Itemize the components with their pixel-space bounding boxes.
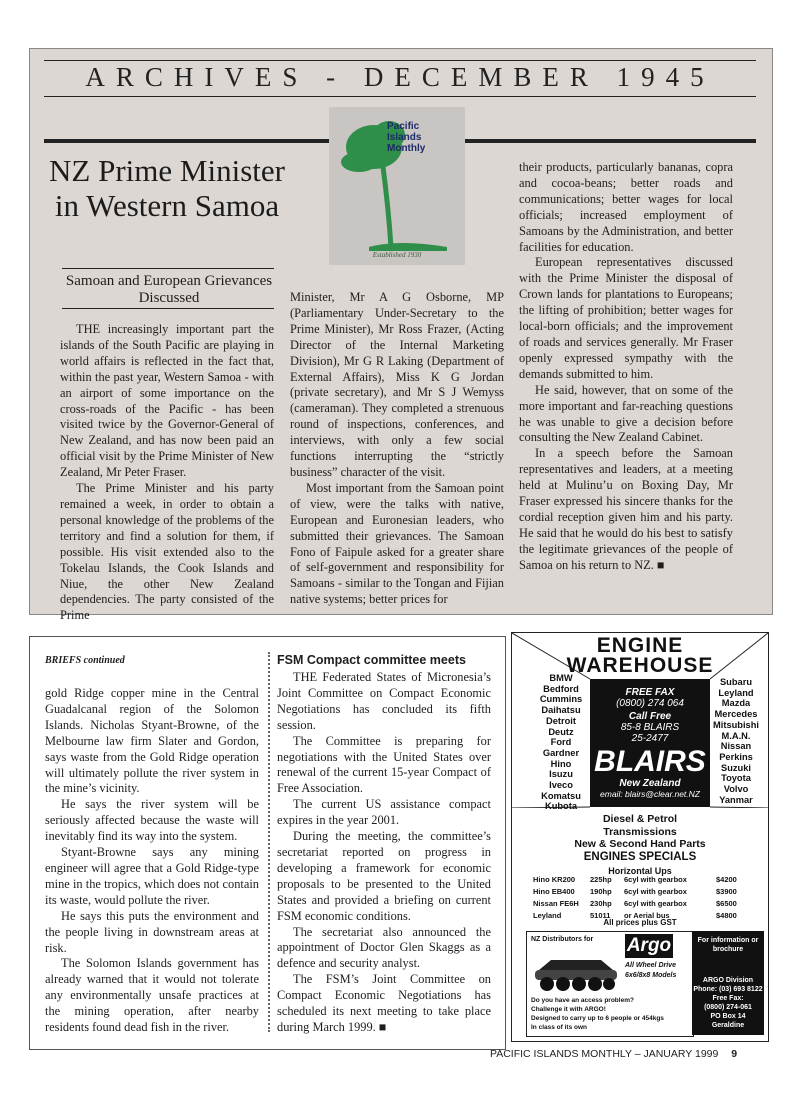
headline-rule-left [44,139,329,143]
paragraph: The Prime Minister and his party remained a week, in order to obtain a personal knowledge of the problems of the territory and find a solution for them, if possible. His visit extended also to the Tokelau Islands, the Cook Islands and Niue, the other New Zealand dependencies. The party consisted of the Prime [60,481,274,623]
brand-item: Cummins [539,694,583,705]
table-row [532,898,738,910]
table-cell: $4800 [716,911,737,920]
table-cell: $4200 [716,875,737,884]
paragraph: gold Ridge copper mine in the Central Guadalcanal region of the Solomon Islands. Nicholas Styant-Browne, of the Melbourne law firm Slater and Gordon, says waste from the Gold Ridge operation will ultimately pollute the river system in the mine’s vicinity. [45,686,259,796]
country-label: New Zealand [619,778,681,789]
brand-item: Yanmar [719,794,753,805]
logo-established: Established 1930 [372,251,422,259]
brand-item: Hino [550,758,572,769]
subhead-top-rule [62,268,274,269]
headline-rule-right [465,139,756,143]
briefs-label: BRIEFS continued [45,655,125,666]
table-cell: 230hp [590,899,612,908]
fax-number: (0800) 274 064 [616,698,684,709]
table-cell: 6cyl with gearbox [624,899,687,908]
column-divider [268,652,270,1032]
fax-number-argo: (0800) 274-061 [704,1004,752,1011]
pobox-text: PO Box 14 [710,1013,746,1020]
table-row [532,886,738,898]
ad-title-engine: ENGINE [596,634,684,657]
argo-contact-box [692,931,764,1035]
argo-vehicle-icon [531,950,621,994]
access-line: In class of its own [531,1024,587,1031]
specials-table [532,874,738,922]
table-cell: $3900 [716,887,737,896]
free-fax-label: FREE FAX [625,687,675,698]
brand-item: Gardner [542,747,580,758]
all-wheel-drive: All Wheel Drive [625,962,676,969]
archive-subhead: Samoan and European Grievances Discussed [65,273,273,306]
paragraph: The Committee is preparing for negotiations with the United States over renewal of the current 15-year Compact of Free Association. [277,733,491,796]
paragraph: He says the river system will be seriously affected because the waste will inevitably find its way into the system. [45,797,259,844]
brands-left-list [534,673,588,812]
blairs-contact-box [590,679,710,807]
fax-label: Free Fax: [712,995,744,1002]
paragraph: In a speech before the Samoan representatives and leaders, at a meeting held at Mulinu’u on Boxing Day, Mr Fraser expressed his sincere thanks for the cordial reception given him and his party. He said that he would do his best to satisfy the legitimate grievances of the people of Samoa on his return to NZ. ■ [519,446,733,572]
brands-right-list [708,677,764,805]
brand-item: Kubota [544,801,578,812]
paragraph: The FSM’s Joint Committee on Compact Economic Negotiations has scheduled its next meeting to take place during March 1999. ■ [277,972,491,1034]
specials-title: ENGINES SPECIALS [583,850,697,863]
paragraph: He said, however, that on some of the more important and far-reaching questions he was unable to give a decision before consulting the New Zealand Cabinet. [519,382,733,445]
briefs-column [45,686,259,1036]
paragraph: He says this puts the environment and the people living in downstream areas at risk. [45,908,259,955]
email-text: email: blairs@clear.net.NZ [600,789,700,799]
nz-distributors: NZ Distributors for [531,936,594,943]
table-cell: $6500 [716,899,737,908]
subhead-bottom-rule [62,308,274,309]
info-text: For information or brochure [697,937,759,953]
paragraph: The secretariat also announced the appointment of Doctor Glen Skaggs as a defence and security analyst. [277,924,491,971]
brand-item: Nissan [720,741,752,752]
brand-item: Perkins [719,751,753,762]
brand-item: Iveco [549,780,573,791]
fsm-headline: FSM Compact committee meets [277,653,466,667]
table-cell: Nissan FE6H [533,899,579,908]
table-row [532,874,738,886]
paragraph: During the meeting, the committee’s secretariat reported on progress in developing a framework for economic proposals to be presented to the United States and provided a briefing on current FSM economic conditions. [277,829,491,923]
table-cell: 225hp [590,875,612,884]
brand-item: BMW [549,673,573,683]
brand-item: Ford [550,737,572,748]
pacific-islands-monthly-logo [329,107,465,265]
brand-item: M.A.N. [721,730,751,741]
brand-item: Suzuki [721,762,751,773]
archive-title-rule [44,96,756,97]
table-cell: or Aerial bus [624,911,670,920]
call-number-alt: 25-2477 [631,733,669,744]
table-cell: 6cyl with gearbox [624,887,687,896]
brand-item: Mazda [721,698,751,709]
brand-item: Komatsu [541,790,581,801]
table-cell: 51011 [590,911,611,920]
brand-item: Mercedes [714,709,758,720]
paragraph: The Solomon Islands government has already warned that it would not tolerate any environmentally unsafe practices at the mining operation, after nearby residents found dead fish in the river. [45,956,259,1035]
service-item: New & Second Hand Parts [574,838,706,850]
argo-pitch [531,996,691,1032]
models-text: 6x6/8x8 Models [625,972,677,979]
brand-item: Daihatsu [541,705,581,716]
table-cell: 6cyl with gearbox [624,875,687,884]
paragraph: Minister, Mr A G Osborne, MP (Parliamentary Under-Secretary to the Prime Minister), Mr Ross Frazer, (Acting Director of the Internal Marketing Division), Mr G R Laking (Department of External Affairs), Miss K G Jordan (private secretary), and Mr S J Wemyss (cameraman). They completed a strenuous round of inspections, conferences, and interviews, with only a few social functions interrupting the “strictly business” character of the visit. [290,290,504,479]
archive-column-1 [60,322,274,624]
division-text: ARGO Division [702,977,754,984]
call-free-label: Call Free [628,711,672,722]
brand-item: Toyota [721,773,751,784]
archive-headline: NZ Prime Minister in Western Samoa [49,153,285,223]
access-line: Do you have an access problem? [531,997,634,1004]
access-line: Challenge it with ARGO! [531,1006,606,1013]
phone-text: Phone: (03) 693 8122 [693,986,763,993]
fsm-column [277,670,491,1036]
logo-title: Pacific Islands Monthly [387,121,426,154]
argo-panel [526,931,694,1037]
paragraph: The current US assistance compact expires in the year 2001. [277,797,491,828]
argo-logo: Argo [626,935,672,956]
brand-item: Leyland [718,687,754,698]
archive-column-2 [290,290,504,608]
service-item: Transmissions [603,825,677,838]
brand-item: Subaru [719,677,753,687]
horizontal-ups: Horizontal Ups [608,866,672,876]
paragraph: THE Federated States of Micronesia’s Joint Committee on Compact Economic Negotiations has concluded its fifth session. [277,670,491,732]
brand-item: Isuzu [549,769,573,780]
table-cell: Leyland [533,911,562,920]
table-cell: Hino EB400 [533,887,575,896]
table-cell: 190hp [590,887,612,896]
ad-title-warehouse: WAREHOUSE [566,654,714,677]
paragraph: European representatives discussed with the Prime Minister the disposal of Crown lands for plantations to Europeans; the lifting of prohibition; better wages for local-born officials; and the improvement of roads and services generally. Mr Fraser openly expressed sympathy with the demands submitted to him. [519,255,733,381]
gst-note: All prices plus GST [603,918,677,927]
brand-item: Deutz [548,726,574,737]
blairs-logo: BLAIRS [594,745,706,778]
paragraph: THE increasingly important part the islands of the South Pacific are playing in world affairs is reflected in the fact that, within the past year, Western Samoa - with an airport of some importance on the cross-roads of the Pacific - has been visited twice by the Governor-General of New Zealand, and has now been paid an official visit by the Prime Minister of New Zealand, Mr Peter Fraser. [60,322,274,480]
access-line: Designed to carry up to 6 people or 454kgs [531,1015,664,1022]
paragraph: their products, particularly bananas, copra and cocoa-beans; better roads and communications; better wages for local officials; increased employment of Samoans by the Administration, and better facilities for education. [519,160,733,254]
brand-item: Volvo [723,784,749,795]
engine-warehouse-ad [511,632,769,1042]
service-item: Diesel & Petrol [602,813,678,825]
archive-top-rule [44,60,756,61]
paragraph: Styant-Browne says any mining engineer will agree that a Gold Ridge-type mine in the tropics, which does not contain its waste, would pollute the river. [45,845,259,907]
archive-section-title: ARCHIVES - DECEMBER 1945 [85,62,715,92]
brand-item: Detroit [546,715,576,726]
page-number: 9 [731,1048,738,1060]
paragraph: Most important from the Samoan point of view, were the talks with native, European and Euronesian leaders, who submitted their grievances. The Samoan Fono of Faipule asked for a greater share of self-government and responsibility for Samoans - similar to the Tongan and Fijian native systems; better prices for [290,480,504,607]
page-footer [490,1048,770,1060]
town-text: Geraldine [711,1022,745,1029]
brand-item: Bedford [543,683,579,694]
footer-text: PACIFIC ISLANDS MONTHLY – JANUARY 1999 [490,1048,719,1060]
brand-item: Mitsubishi [713,719,759,730]
archive-column-3 [519,160,733,574]
services-list [512,813,768,878]
call-number: 85-8 BLAIRS [620,722,680,733]
table-cell: Hino KR200 [533,875,576,884]
